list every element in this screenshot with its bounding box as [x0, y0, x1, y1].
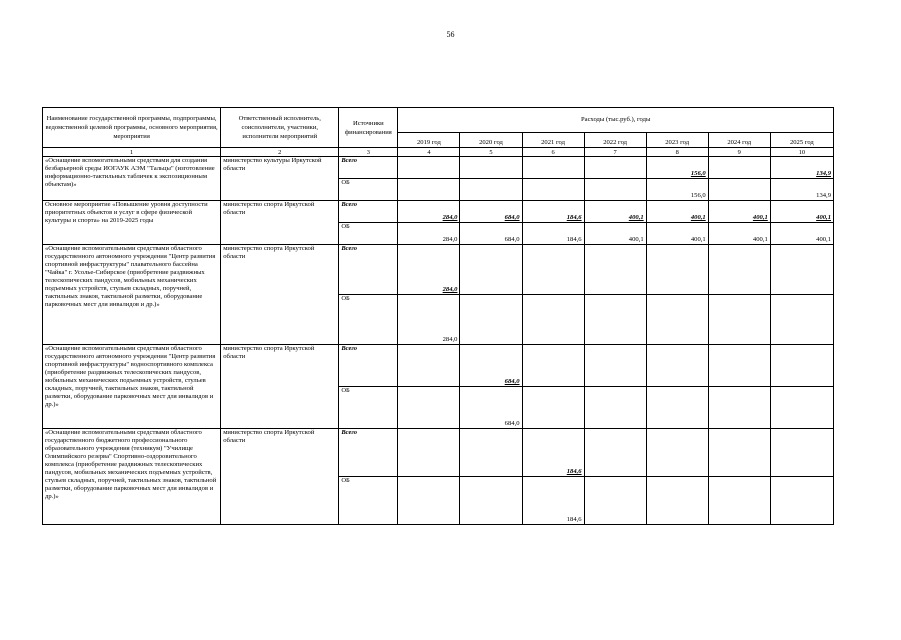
expense-value	[584, 345, 646, 387]
expense-value: 400,1	[708, 223, 770, 245]
expense-value	[584, 429, 646, 477]
expense-value: 400,1	[708, 201, 770, 223]
expense-value: 400,1	[770, 201, 833, 223]
expense-value	[584, 295, 646, 345]
header-year: 2019 год	[398, 133, 460, 148]
page-number: 56	[446, 30, 455, 39]
expense-value	[522, 387, 584, 429]
expense-value	[708, 295, 770, 345]
expense-value	[646, 477, 708, 525]
table-row	[43, 429, 834, 477]
table-row	[43, 201, 834, 223]
expense-value: 156,0	[646, 179, 708, 201]
expense-value	[522, 345, 584, 387]
expense-value: 156,0	[646, 157, 708, 179]
activity-name: «Оснащение вспомогательными средствами для создания безбарьерной среды ИОГАУК АЭМ "Тальцы" (изготовление информационно-тактильных табличек к экспозиционным объектам)»	[43, 157, 221, 201]
expense-value	[460, 245, 522, 295]
funding-source: Всего	[339, 201, 398, 223]
expense-value: 400,1	[584, 201, 646, 223]
expense-value: 184,6	[522, 477, 584, 525]
table-row	[43, 245, 834, 295]
column-number: 9	[708, 148, 770, 157]
header-source: Источники финансирования	[339, 108, 398, 148]
responsible-executor: министерство спорта Иркутской области	[221, 245, 339, 345]
expense-value	[770, 477, 833, 525]
expense-value: 134,9	[770, 179, 833, 201]
activity-name: «Оснащение вспомогательными средствами областного государственного автономного учреждения "Центр развития спортивной инфраструктуры" водноспортивного комплекса (приобретение раздвижных телескопических пандусов, мобильных механических подъемных устройств, стульев складных, поручней, тактильных знаков, тактильной разметки, оборудование парковочных мест для инвалидов и др.)»	[43, 345, 221, 429]
expense-value	[398, 429, 460, 477]
funding-source: ОБ	[339, 223, 398, 245]
expense-value	[708, 345, 770, 387]
expense-value	[398, 157, 460, 179]
activity-name: Основное мероприятие «Повышение уровня доступности приоритетных объектов и услуг в сфере физической культуры и спорта» на 2019-2025 годы	[43, 201, 221, 245]
activity-name: «Оснащение вспомогательными средствами областного государственного бюджетного профессионального образовательного учреждения (техникум) "Училище Олимпийского резерва" Спортивно-оздоровительного комплекса (приобретение раздвижных телескопических пандусов, мобильных механических подъемных устройств, стульев складных, поручней, тактильных знаков, тактильной разметки, оборудование парковочных мест для инвалидов и др.)»	[43, 429, 221, 525]
expense-value: 284,0	[398, 295, 460, 345]
expense-value	[522, 157, 584, 179]
column-number: 6	[522, 148, 584, 157]
expense-value	[646, 295, 708, 345]
expense-value: 400,1	[770, 223, 833, 245]
expense-value	[398, 387, 460, 429]
funding-source: Всего	[339, 157, 398, 179]
expense-value: 684,0	[460, 345, 522, 387]
expense-value	[584, 157, 646, 179]
expense-value	[522, 179, 584, 201]
expense-value	[460, 295, 522, 345]
column-number: 7	[584, 148, 646, 157]
expense-value	[398, 345, 460, 387]
header-year: 2020 год	[460, 133, 522, 148]
column-number: 8	[646, 148, 708, 157]
expense-value	[460, 429, 522, 477]
header-year: 2023 год	[646, 133, 708, 148]
expense-value	[522, 245, 584, 295]
expense-value	[770, 295, 833, 345]
expense-value	[584, 245, 646, 295]
activity-name: «Оснащение вспомогательными средствами областного государственного автономного учреждения "Центр развития спортивной инфраструктуры" плавательного бассейна "Чайка" г. Усолье-Сибирское (приобретение раздвижных телескопических пандусов, мобильных механических подъемных устройств, стульев складных, поручней, тактильных знаков, тактильной разметки, оборудование парковочных мест для инвалидов и др.)»	[43, 245, 221, 345]
expense-value	[584, 179, 646, 201]
responsible-executor: министерство культуры Иркутской области	[221, 157, 339, 201]
expense-value: 684,0	[460, 201, 522, 223]
expense-value	[522, 295, 584, 345]
expense-value: 400,1	[584, 223, 646, 245]
expense-value: 684,0	[460, 223, 522, 245]
header-expenses: Расходы (тыс.руб.), годы	[398, 108, 834, 133]
expense-value: 184,6	[522, 429, 584, 477]
expense-value: 134,9	[770, 157, 833, 179]
budget-table	[42, 107, 834, 525]
expense-value	[708, 429, 770, 477]
column-number: 2	[221, 148, 339, 157]
funding-source: ОБ	[339, 477, 398, 525]
funding-source: Всего	[339, 245, 398, 295]
column-number: 4	[398, 148, 460, 157]
expense-value	[770, 387, 833, 429]
expense-value	[646, 245, 708, 295]
expense-value	[770, 245, 833, 295]
expense-value	[708, 477, 770, 525]
expense-value: 284,0	[398, 245, 460, 295]
expense-value: 284,0	[398, 201, 460, 223]
expense-value: 400,1	[646, 201, 708, 223]
expense-value	[708, 387, 770, 429]
expense-value	[708, 179, 770, 201]
expense-value	[770, 345, 833, 387]
expense-value	[460, 157, 522, 179]
expense-value	[646, 429, 708, 477]
funding-source: ОБ	[339, 295, 398, 345]
expense-value	[398, 179, 460, 201]
header-name: Наименование государственной программы, подпрограммы, ведомственной целевой программы, основного мероприятия, мероприятия	[43, 108, 221, 148]
expense-value	[646, 345, 708, 387]
header-row-top	[43, 108, 834, 133]
expense-value	[460, 477, 522, 525]
table-row	[43, 345, 834, 387]
funding-source: Всего	[339, 345, 398, 387]
header-year: 2022 год	[584, 133, 646, 148]
expense-value: 684,0	[460, 387, 522, 429]
expense-value: 184,6	[522, 223, 584, 245]
expense-value	[646, 387, 708, 429]
table-row	[43, 157, 834, 179]
expense-value	[584, 477, 646, 525]
expense-value	[708, 157, 770, 179]
responsible-executor: министерство спорта Иркутской области	[221, 429, 339, 525]
header-year: 2021 год	[522, 133, 584, 148]
column-number: 3	[339, 148, 398, 157]
funding-source: ОБ	[339, 387, 398, 429]
header-year: 2025 год	[770, 133, 833, 148]
column-number: 5	[460, 148, 522, 157]
expense-value	[584, 387, 646, 429]
responsible-executor: министерство спорта Иркутской области	[221, 345, 339, 429]
column-number-row	[43, 148, 834, 157]
funding-source: ОБ	[339, 179, 398, 201]
header-responsible: Ответственный исполнитель, соисполнители, участники, исполнители мероприятий	[221, 108, 339, 148]
header-year: 2024 год	[708, 133, 770, 148]
expense-value	[460, 179, 522, 201]
column-number: 1	[43, 148, 221, 157]
table-body	[43, 157, 834, 525]
expense-value	[398, 477, 460, 525]
responsible-executor: министерство спорта Иркутской области	[221, 201, 339, 245]
expense-value: 284,0	[398, 223, 460, 245]
expense-value: 400,1	[646, 223, 708, 245]
expense-value	[770, 429, 833, 477]
expense-value	[708, 245, 770, 295]
expense-value: 184,6	[522, 201, 584, 223]
funding-source: Всего	[339, 429, 398, 477]
column-number: 10	[770, 148, 833, 157]
